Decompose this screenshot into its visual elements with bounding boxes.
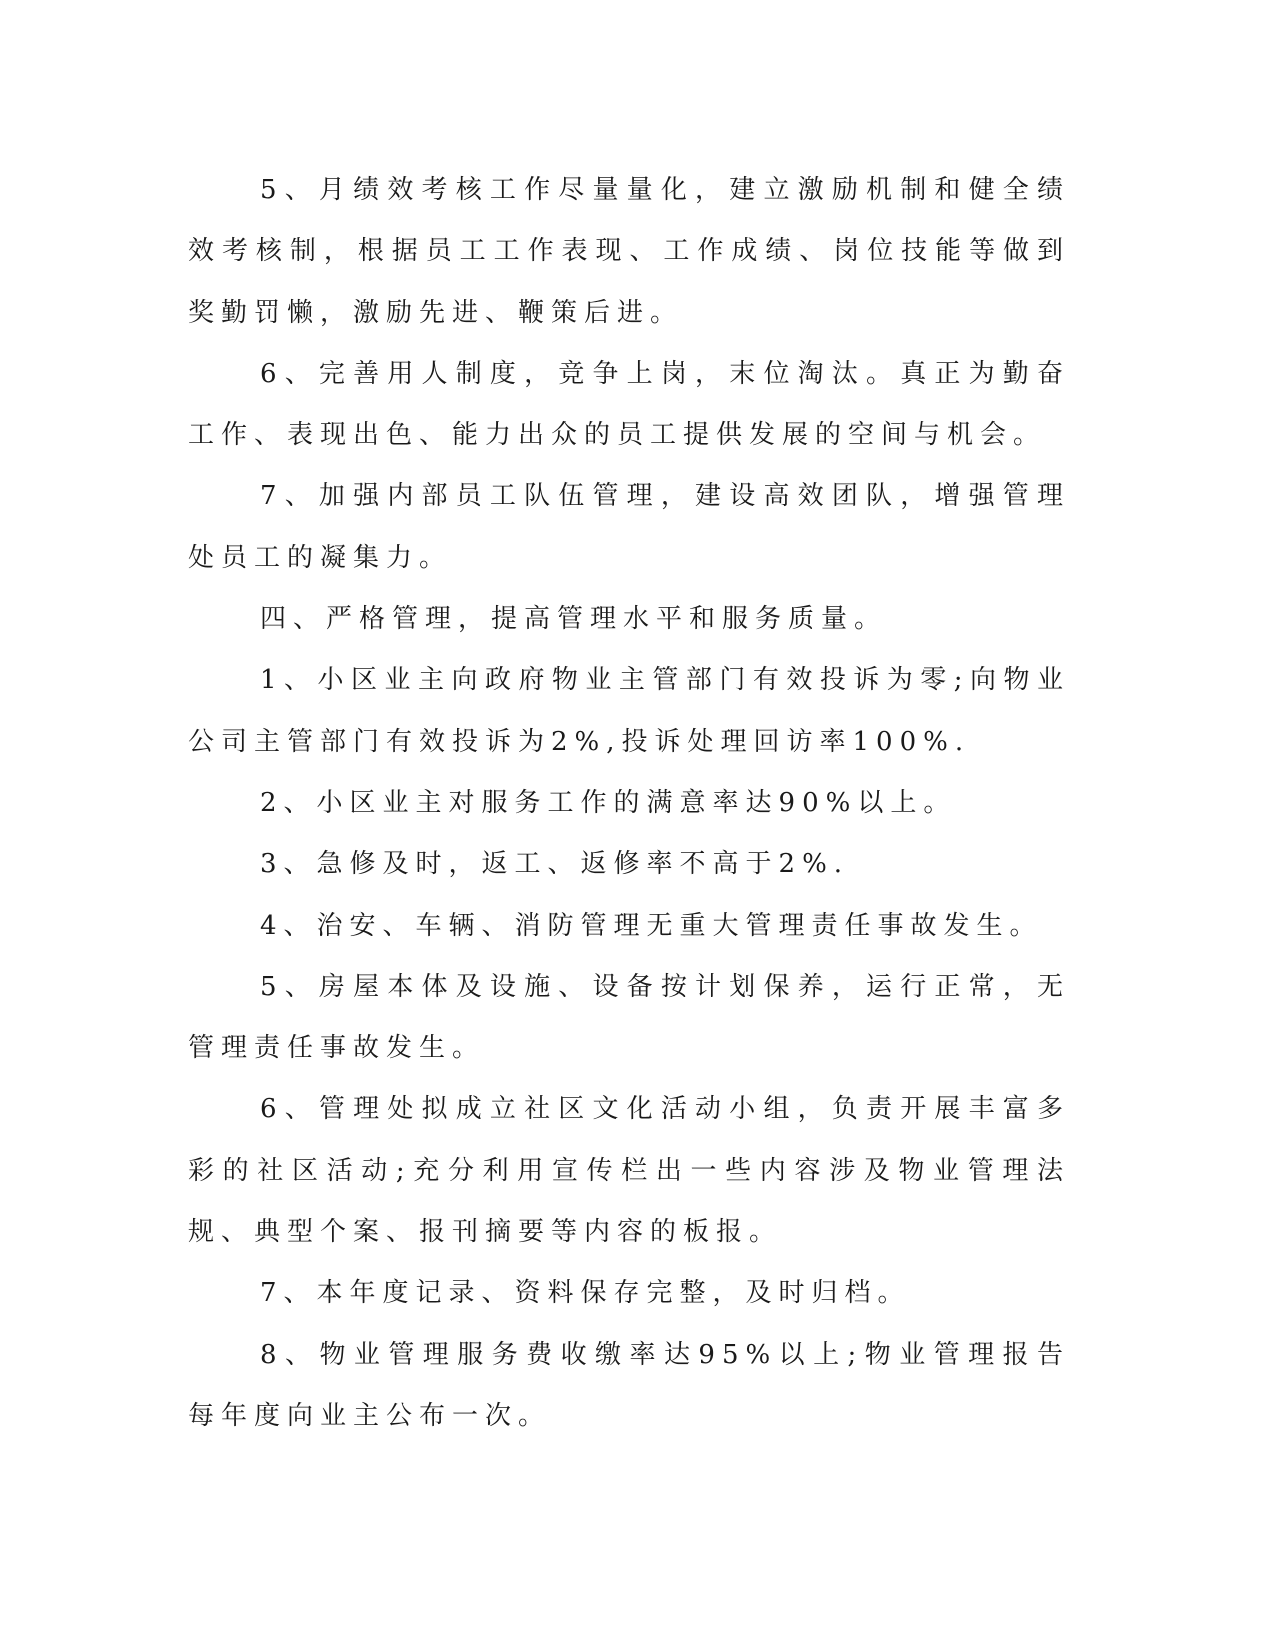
paragraph-item-5-maintenance: 5、房屋本体及设施、设备按计划保养，运行正常，无管理责任事故发生。 bbox=[188, 971, 1070, 1064]
paragraph-item-7-records: 7、本年度记录、资料保存完整，及时归档。 bbox=[260, 1278, 911, 1309]
document-body bbox=[188, 160, 1070, 1447]
paragraph-item-4-safety: 4、治安、车辆、消防管理无重大管理责任事故发生。 bbox=[260, 910, 1043, 941]
paragraph-item-2-satisfaction: 2、小区业主对服务工作的满意率达90%以上。 bbox=[260, 787, 957, 818]
paragraph-item-3-repairs: 3、急修及时，返工、返修率不高于2%. bbox=[260, 849, 850, 880]
paragraph-item-6-community: 6、管理处拟成立社区文化活动小组，负责开展丰富多彩的社区活动;充分利用宣传栏出一些内容涉及物业管理法规、典型个案、报刊摘要等内容的板报。 bbox=[188, 1094, 1070, 1248]
section-heading-four: 四、严格管理，提高管理水平和服务质量。 bbox=[260, 604, 888, 635]
paragraph-item-1-complaints: 1、小区业主向政府物业主管部门有效投诉为零;向物业公司主管部门有效投诉为2%,投诉处理回访率100%. bbox=[188, 665, 1070, 757]
paragraph-item-5-performance: 5、月绩效考核工作尽量量化，建立激励机制和健全绩效考核制，根据员工工作表现、工作成绩、岗位技能等做到奖勤罚懒，激励先进、鞭策后进。 bbox=[188, 175, 1070, 328]
paragraph-item-8-fees: 8、物业管理服务费收缴率达95%以上;物业管理报告每年度向业主公布一次。 bbox=[188, 1339, 1070, 1431]
paragraph-item-6-hiring: 6、完善用人制度，竞争上岗，末位淘汰。真正为勤奋工作、表现出色、能力出众的员工提供发展的空间与机会。 bbox=[188, 358, 1070, 451]
paragraph-item-7-team: 7、加强内部员工队伍管理，建设高效团队，增强管理处员工的凝集力。 bbox=[188, 481, 1070, 573]
